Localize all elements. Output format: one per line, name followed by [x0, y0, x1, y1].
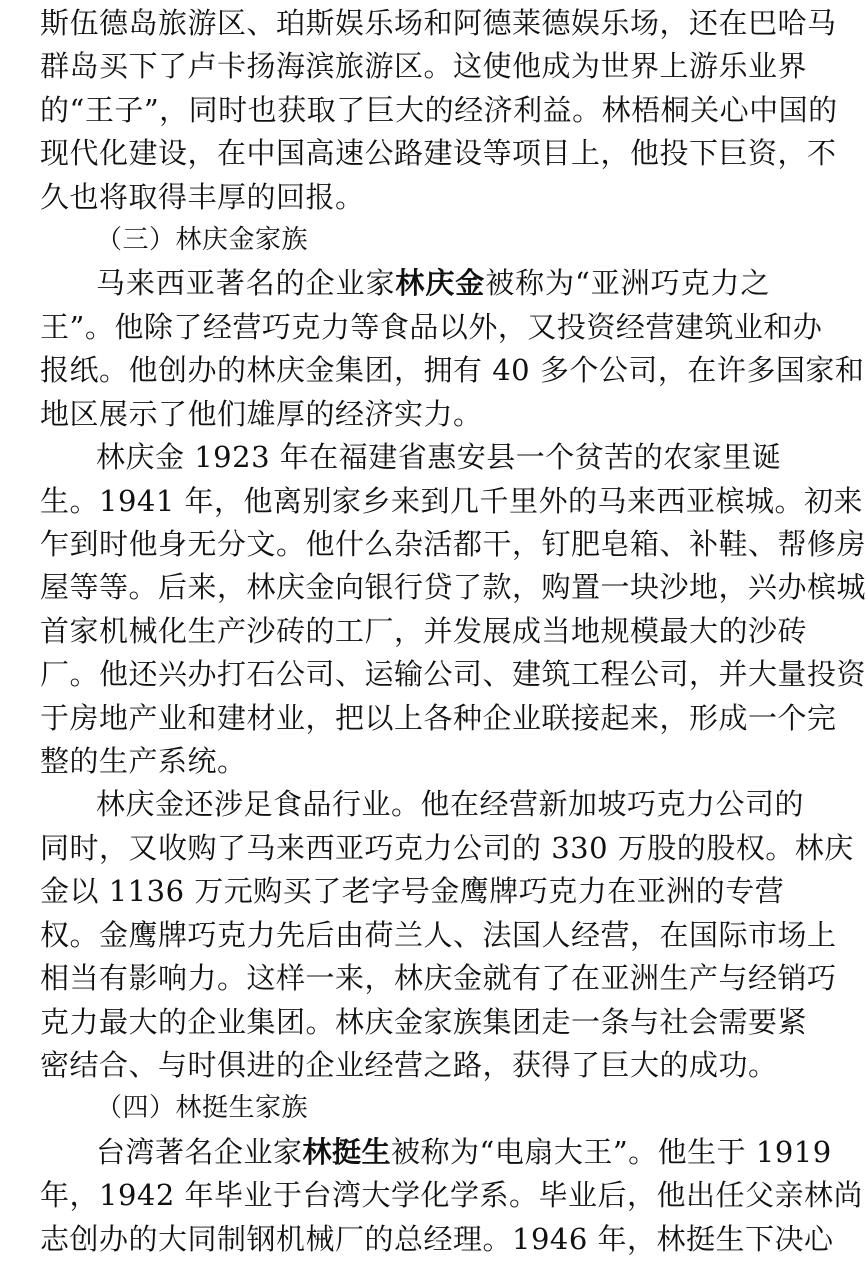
text-line: 同时，又收购了马来西亚巧克力公司的 330 万股的股权。林庆 — [40, 831, 854, 865]
text-line: 相当有影响力。这样一来，林庆金就有了在亚洲生产与经销巧 — [40, 961, 837, 995]
text-line: 久也将取得丰厚的回报。 — [40, 180, 365, 214]
text-span: 被称为“亚洲巧克力之 — [485, 266, 770, 300]
text-span: 被称为“电扇大王”。他生于 1919 — [391, 1135, 832, 1169]
text-line: 首家机械化生产沙砖的工厂，并发展成当地规模最大的沙砖 — [40, 614, 808, 648]
text-line: 地区展示了他们雄厚的经济实力。 — [40, 397, 483, 431]
text-line: 林庆金 1923 年在福建省惠安县一个贫苦的农家里诞 — [96, 440, 782, 474]
text-line — [96, 262, 770, 305]
text-line: 王”。他除了经营巧克力等食品以外，又投资经营建筑业和办 — [40, 310, 823, 344]
section-heading: （四）林挺生家族 — [96, 1093, 309, 1123]
text-line: 群岛买下了卢卡扬海滨旅游区。这使他成为世界上游乐业界 — [40, 49, 808, 83]
text-line: 斯伍德岛旅游区、珀斯娱乐场和阿德莱德娱乐场，还在巴哈马 — [40, 6, 837, 40]
text-line: 整的生产系统。 — [40, 744, 247, 778]
text-line: 厂。他还兴办打石公司、运输公司、建筑工程公司，并大量投资 — [40, 657, 866, 691]
text-line: 报纸。他创办的林庆金集团，拥有 40 多个公司，在许多国家和 — [40, 353, 865, 387]
bold-name: 林庆金 — [395, 266, 486, 300]
text-span: 台湾著名企业家 — [96, 1135, 303, 1169]
text-line — [96, 1131, 832, 1174]
text-line: 于房地产业和建材业，把以上各种企业联接起来，形成一个完 — [40, 701, 837, 735]
text-line: 年，1942 年毕业于台湾大学化学系。毕业后，他出任父亲林尚 — [40, 1178, 864, 1212]
text-line: 乍到时他身无分文。他什么杂活都干，钉肥皂箱、补鞋、帮修房 — [40, 527, 866, 561]
text-line: 金以 1136 万元购买了老字号金鹰牌巧克力在亚洲的专营 — [40, 874, 785, 908]
text-line: 屋等等。后来，林庆金向银行贷了款，购置一块沙地，兴办槟城 — [40, 570, 866, 604]
text-span: 马来西亚著名的企业家 — [96, 266, 396, 300]
text-line: 密结合、与时俱进的企业经营之路，获得了巨大的成功。 — [40, 1048, 778, 1082]
section-heading: （三）林庆金家族 — [96, 225, 309, 255]
text-line: 克力最大的企业集团。林庆金家族集团走一条与社会需要紧 — [40, 1005, 808, 1039]
text-line: 志创办的大同制钢机械厂的总经理。1946 年，林挺生下决心 — [40, 1222, 834, 1256]
text-line: 权。金鹰牌巧克力先后由荷兰人、法国人经营，在国际市场上 — [40, 918, 837, 952]
text-line: 生。1941 年，他离别家乡来到几千里外的马来西亚槟城。初来 — [40, 484, 864, 518]
text-line: 的“王子”，同时也获取了巨大的经济利益。林梧桐关心中国的 — [40, 93, 838, 127]
bold-name: 林挺生 — [302, 1135, 392, 1169]
text-line: 现代化建设，在中国高速公路建设等项目上，他投下巨资，不 — [40, 136, 837, 170]
text-line: 林庆金还涉足食品行业。他在经营新加坡巧克力公司的 — [96, 787, 805, 821]
